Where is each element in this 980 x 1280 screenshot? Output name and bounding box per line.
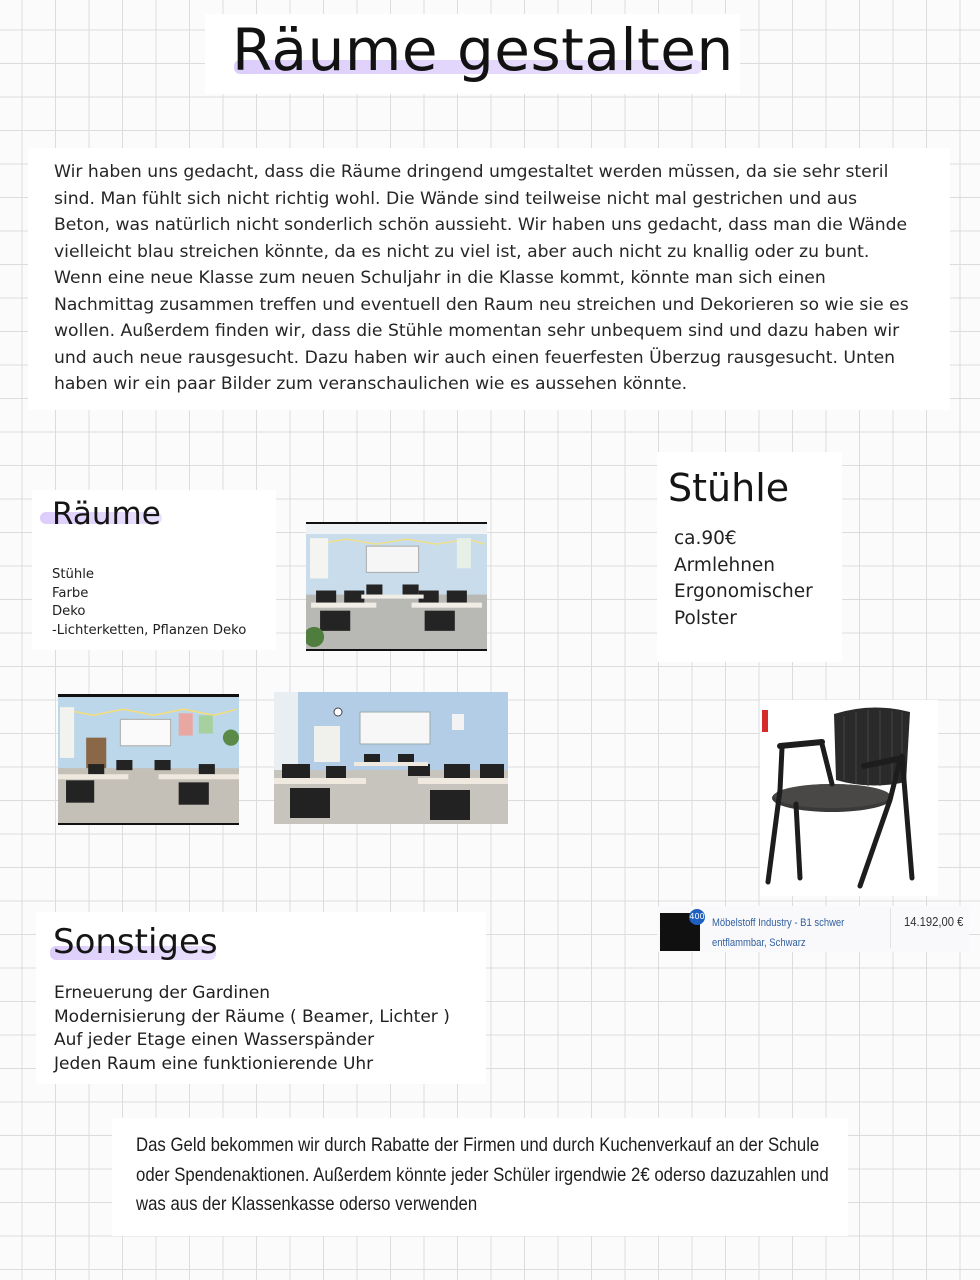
intro-line: Wir haben uns gedacht, dass die Räume dringend umgestaltet werden müssen, da sie sehr steril bbox=[54, 162, 889, 182]
product-name-line[interactable]: entflammbar, Schwarz bbox=[712, 937, 806, 949]
sonstiges-list bbox=[54, 982, 450, 1076]
raeume-list bbox=[52, 566, 246, 640]
list-item: Jeden Raum eine funktionierende Uhr bbox=[54, 1053, 374, 1074]
list-item: Auf jeder Etage einen Wasserspänder bbox=[54, 1030, 375, 1050]
product-divider bbox=[890, 908, 891, 948]
intro-line: sind. Man fühlt sich nicht richtig wohl. Die Wände sind teilweise nicht mal gestrichen und aus bbox=[54, 188, 858, 209]
list-item: -Lichterketten, Pflanzen Deko bbox=[52, 622, 247, 638]
intro-line: Nachmittag zusammen treffen und eventuell den Raum neu streichen und Dekorieren so wie sie es bbox=[54, 294, 909, 315]
intro-line: wollen. Außerdem finden wir, dass die Stühle momentan sehr unbequem sind und dazu haben wir bbox=[54, 321, 900, 341]
intro-line: haben wir ein paar Bilder zum veranschaulichen wie es aussehen könnte. bbox=[54, 374, 688, 394]
chair-feature: Polster bbox=[674, 607, 737, 629]
product-price: 14.192,00 € bbox=[904, 915, 964, 929]
stuehle-heading: Stühle bbox=[668, 466, 790, 510]
classroom-photo bbox=[274, 692, 508, 824]
intro-line: vielleicht blau streichen könnte, da es nicht zu viel ist, aber auch nicht zu knallig oder zu bunt. bbox=[54, 241, 870, 262]
product-badge: 400 bbox=[689, 909, 705, 925]
chair-price: ca.90€ bbox=[674, 528, 737, 549]
list-item: Farbe bbox=[52, 585, 89, 601]
list-item: Modernisierung der Räume ( Beamer, Lichter ) bbox=[54, 1006, 450, 1027]
classroom-photo bbox=[58, 694, 239, 825]
intro-text bbox=[54, 159, 954, 398]
classroom-photo bbox=[306, 522, 487, 651]
page-title: Räume gestalten bbox=[232, 16, 734, 84]
chair-feature: Ergonomischer bbox=[674, 581, 813, 602]
funding-line: Das Geld bekommen wir durch Rabatte der Firmen und durch Kuchenverkauf an der Schule bbox=[136, 1134, 820, 1156]
list-item: Deko bbox=[52, 604, 86, 619]
intro-line: Beton, was natürlich nicht sonderlich schön aussieht. Wir haben uns gedacht, dass man die Wände bbox=[54, 215, 908, 235]
list-item: Stühle bbox=[52, 567, 95, 582]
raeume-heading: Räume bbox=[52, 496, 161, 532]
funding-text bbox=[136, 1131, 850, 1220]
product-name-line[interactable]: Möbelstoff Industry - B1 schwer bbox=[712, 917, 845, 929]
stuehle-details bbox=[674, 526, 813, 632]
intro-line: und auch neue rausgesucht. Dazu haben wir auch einen feuerfesten Überzug rausgesucht. Unten bbox=[54, 347, 896, 368]
sonstiges-heading: Sonstiges bbox=[53, 922, 218, 962]
list-item: Erneuerung der Gardinen bbox=[54, 983, 271, 1003]
chair-feature: Armlehnen bbox=[674, 554, 776, 576]
chair-image bbox=[760, 700, 938, 896]
funding-line: oder Spendenaktionen. Außerdem könnte jeder Schüler irgendwie 2€ oderso dazuzahlen und bbox=[136, 1163, 829, 1186]
intro-line: Wenn eine neue Klasse zum neuen Schuljahr in die Klasse kommt, könnte man sich einen bbox=[54, 268, 826, 288]
funding-line: was aus der Klassenkasse oderso verwenden bbox=[136, 1193, 478, 1215]
